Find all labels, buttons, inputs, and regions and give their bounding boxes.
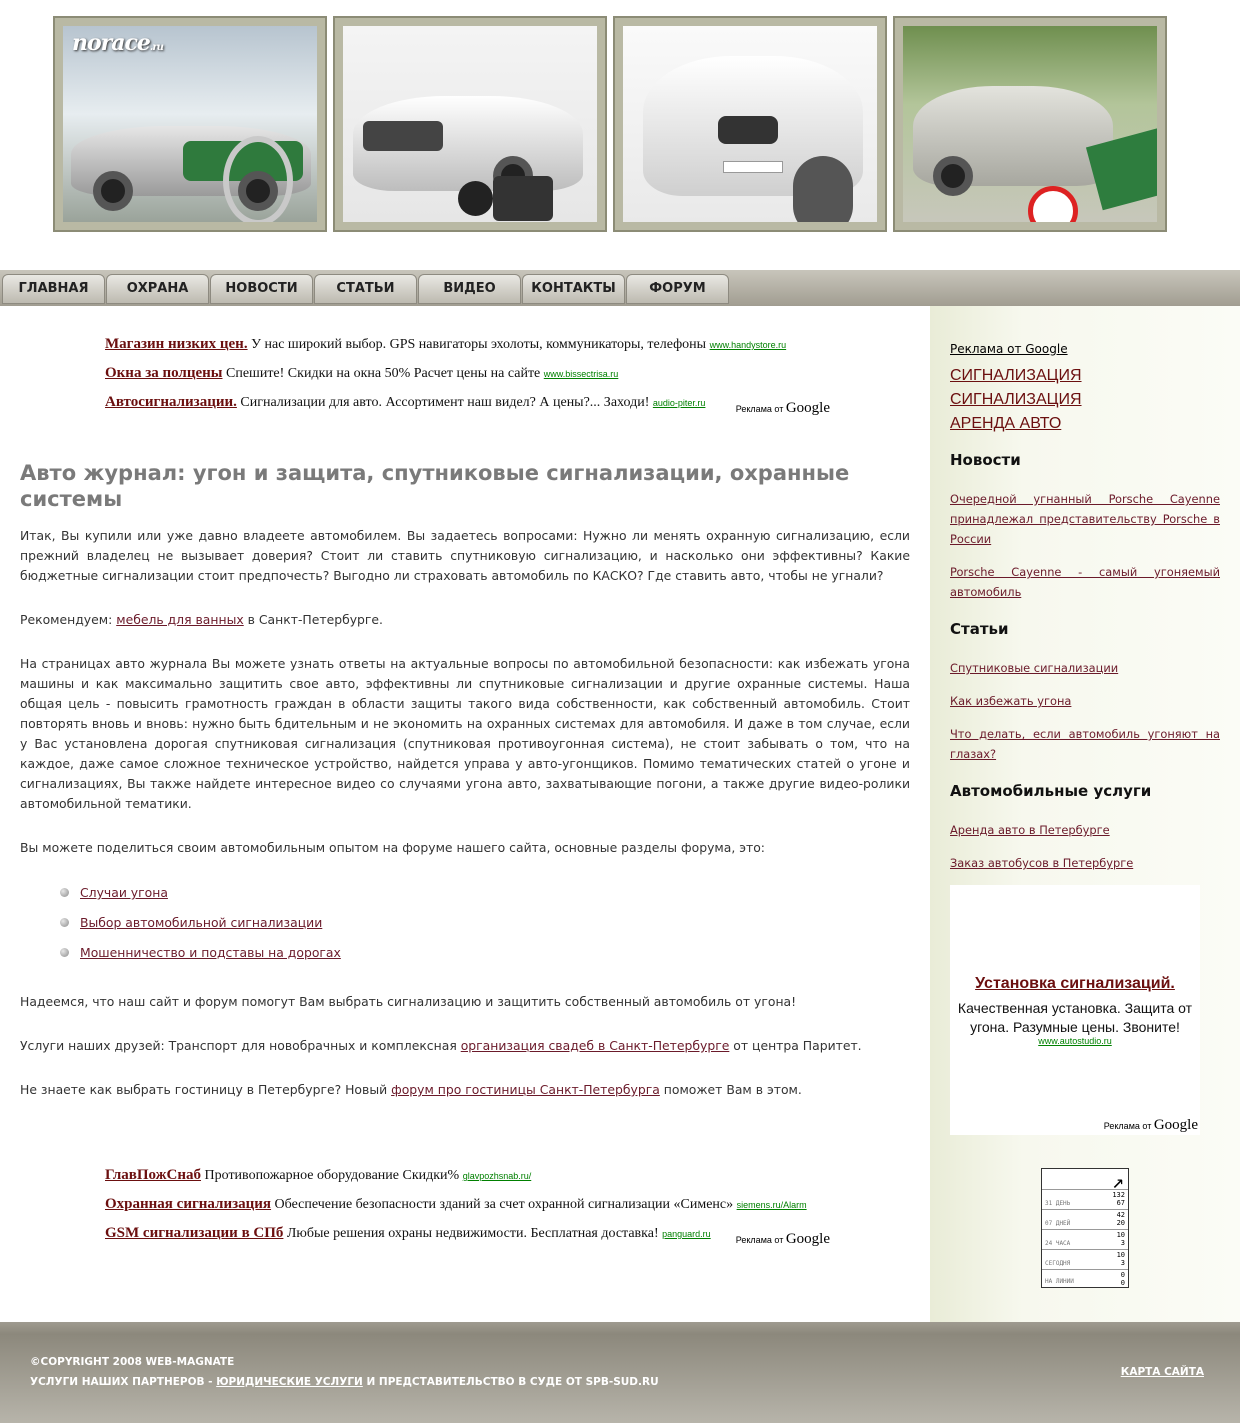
ad-text: Спешите! Скидки на окна 50% Расчет цены на сайте bbox=[222, 366, 544, 381]
sitemap-link[interactable]: КАРТА САЙТА bbox=[1120, 1366, 1204, 1378]
ad-title-link[interactable]: Магазин низких цен. bbox=[105, 336, 248, 352]
sidebar-article-link[interactable]: Спутниковые сигнализации bbox=[950, 661, 1119, 675]
ads-by-google-link[interactable]: Реклама от Google bbox=[1103, 1117, 1198, 1133]
ads-by-google-link[interactable]: Реклама от Google bbox=[735, 400, 830, 416]
intro-paragraph: Итак, Вы купили или уже давно владеете автомобилем. Вы задаетесь вопросами: Нужно ли менять охранную сигнализацию, если прежний владелец не вызывает доверия? Стоит ли ставить спутниковую сигнализацию, и насколько они эффективны? Какие бюджетные сигнализации стоит предпочесть? Выгодно ли страховать автомобиль по КАСКО? Где ставить авто, чтобы не угнали? bbox=[20, 528, 910, 583]
forum-intro-paragraph: Вы можете поделиться своим автомобильным опытом на форуме нашего сайта, основные разделы форума, это: bbox=[20, 840, 765, 855]
arrow-up-right-icon: ↗ bbox=[1111, 1169, 1124, 1193]
forum-sections-list bbox=[60, 878, 910, 968]
ad-text: Сигнализации для авто. Ассортимент наш видел? А цены?... Заходи! bbox=[236, 395, 653, 410]
ad-item bbox=[105, 1225, 830, 1254]
ad-title-link[interactable]: Окна за полцены bbox=[105, 365, 223, 381]
sidebar-ad-links bbox=[950, 364, 1220, 436]
ad-item bbox=[105, 365, 830, 394]
footer bbox=[0, 1322, 1240, 1423]
friends-paragraph: Услуги наших друзей: Транспорт для новобрачных и комплексная организация свадеб в Санкт-Петербурге от центра Паритет. bbox=[20, 1038, 862, 1053]
ad-text: Обеспечение безопасности зданий за счет охранной сигнализации «Сименс» bbox=[271, 1197, 737, 1212]
sidebar-services-title: Автомобильные услуги bbox=[950, 782, 1152, 800]
ad-title-link[interactable]: GSM сигнализации в СПб bbox=[105, 1225, 284, 1241]
sidebar-news-link[interactable]: Очередной угнанный Porsche Cayenne принадлежал представительству Porsche в России bbox=[950, 492, 1220, 546]
ad-url-link[interactable]: www.bissectrisa.ru bbox=[543, 369, 619, 379]
ad-title-link[interactable]: Охранная сигнализация bbox=[105, 1196, 272, 1212]
nav-item-security[interactable]: ОХРАНА bbox=[106, 274, 209, 304]
counter-row: 07 ДНЕЙ 42 20 bbox=[1042, 1209, 1128, 1229]
header-banner bbox=[0, 0, 1240, 270]
ad-item bbox=[105, 1196, 830, 1225]
ad-title-link[interactable]: Автосигнализации. bbox=[105, 394, 237, 410]
sidebar-ad-box bbox=[950, 885, 1200, 1135]
counter-row: 31 ДЕНЬ 132 67 bbox=[1042, 1189, 1128, 1209]
body-paragraph: На страницах авто журнала Вы можете узнать ответы на актуальные вопросы по автомобильной безопасности: как избежать угона машины и как максимально защитить свое авто, эффективны ли спутниковые сигнализации и другие охранные системы. Наша общая цель - повысить грамотность граждан в области защиты такого вида собственности, как собственный автомобиль. Стоит повторять вновь и вновь: нужно быть бдительным и не экономить на охранных системах для автомобиля. И даже в том случае, если у Вас установлена дорогая спутниковая сигнализация (спутниковая противоугонная система), не стоит забывать о том, что на каждое, даже самое сложное техническое устройство, найдется управа у авто-угонщиков. Помимо тематических статей о угоне и сигнализациях, Вы также найдете интересное видео со случаями угона авто, захватывающие погони, а также другие видео-ролики автомобильной тематики. bbox=[20, 656, 910, 811]
furniture-link[interactable]: мебель для ванных bbox=[116, 612, 244, 627]
banner-photo-porsche-cayenne bbox=[895, 18, 1165, 230]
ad-url-link[interactable]: glavpozhsnab.ru/ bbox=[462, 1171, 532, 1181]
counter-row: НА ЛИНИИ 0 0 bbox=[1042, 1269, 1128, 1287]
hotel-forum-link[interactable]: форум про гостиницы Санкт-Петербурга bbox=[391, 1082, 660, 1097]
sidebar-ad-text: Качественная установка. Защита от угона. Разумные цены. Звоните! bbox=[957, 1000, 1193, 1035]
hope-paragraph: Надеемся, что наш сайт и форум помогут Вам выбрать сигнализацию и защитить собственный автомобиль от угона! bbox=[20, 994, 797, 1009]
sidebar-ad-title-link[interactable]: Установка сигнализаций. bbox=[975, 975, 1175, 992]
ad-title-link[interactable]: ГлавПожСнаб bbox=[105, 1167, 202, 1183]
sidebar-ad-link-alarm[interactable]: СИГНАЛИЗАЦИЯ bbox=[950, 367, 1082, 384]
counter-row: СЕГОДНЯ 10 3 bbox=[1042, 1249, 1128, 1269]
main-content bbox=[20, 460, 910, 1124]
sidebar-ad-url-link[interactable]: www.autostudio.ru bbox=[1038, 1036, 1112, 1046]
nav-item-articles[interactable]: СТАТЬИ bbox=[314, 274, 417, 304]
recommend-paragraph: Рекомендуем: мебель для ванных в Санкт-Петербурге. bbox=[20, 612, 383, 627]
sidebar-service-link[interactable]: Заказ автобусов в Петербурге bbox=[950, 856, 1134, 870]
ad-url-link[interactable]: panguard.ru bbox=[662, 1229, 711, 1239]
ads-by-google-link[interactable]: Реклама от Google bbox=[735, 1231, 830, 1247]
sidebar-ad-link-alarm-2[interactable]: СИГНАЛИЗАЦИЯ bbox=[950, 391, 1082, 408]
sidebar-news-link[interactable]: Porsche Cayenne - самый угоняемый автомобиль bbox=[950, 565, 1220, 599]
sidebar-news-title: Новости bbox=[950, 451, 1021, 469]
sidebar-article-link[interactable]: Что делать, если автомобиль угоняют на глазах? bbox=[950, 727, 1220, 761]
nav-item-news[interactable]: НОВОСТИ bbox=[210, 274, 313, 304]
page-title: Авто журнал: угон и защита, спутниковые сигнализации, охранные системы bbox=[20, 461, 850, 511]
ad-item bbox=[105, 336, 830, 365]
ad-url-link[interactable]: audio-piter.ru bbox=[652, 398, 706, 408]
sidebar-article-link[interactable]: Как избежать угона bbox=[950, 694, 1072, 708]
wedding-link[interactable]: организация свадеб в Санкт-Петербурге bbox=[460, 1038, 730, 1053]
nav-item-video[interactable]: ВИДЕО bbox=[418, 274, 521, 304]
ad-url-link[interactable]: www.handystore.ru bbox=[709, 340, 787, 350]
ad-url-link[interactable]: siemens.ru/Alarm bbox=[736, 1200, 807, 1210]
nav-item-forum[interactable]: ФОРУМ bbox=[626, 274, 729, 304]
counter-row: 24 ЧАСА 10 3 bbox=[1042, 1229, 1128, 1249]
ad-text: У нас широкий выбор. GPS навигаторы эхолоты, коммуникаторы, телефоны bbox=[247, 337, 710, 352]
legal-services-link[interactable]: ЮРИДИЧЕСКИЕ УСЛУГИ bbox=[216, 1376, 363, 1388]
site-logo[interactable]: norace.ru bbox=[72, 30, 163, 56]
ad-item bbox=[105, 394, 830, 423]
visit-counter[interactable] bbox=[1041, 1168, 1129, 1288]
main-nav bbox=[0, 270, 1240, 306]
partners-text: УСЛУГИ НАШИХ ПАРТНЕРОВ - ЮРИДИЧЕСКИЕ УСЛУГИ И ПРЕДСТАВИТЕЛЬСТВО В СУДЕ ОТ SPB-SUD.RU bbox=[30, 1376, 659, 1388]
ad-item bbox=[105, 1167, 830, 1196]
ad-text: Противопожарное оборудование Скидки% bbox=[201, 1168, 463, 1183]
hotel-paragraph: Не знаете как выбрать гостиницу в Петербурге? Новый форум про гостиницы Санкт-Петербурга поможет Вам в этом. bbox=[20, 1082, 802, 1097]
sidebar-ad-link-rent[interactable]: АРЕНДА АВТО bbox=[950, 415, 1062, 432]
list-item bbox=[60, 908, 910, 938]
copyright-text: ©COPYRIGHT 2008 WEB-MAGNATE bbox=[30, 1356, 235, 1368]
banner-photo-bmw-remote bbox=[615, 18, 885, 230]
list-item bbox=[60, 878, 910, 908]
sidebar-service-link[interactable]: Аренда авто в Петербурге bbox=[950, 823, 1110, 837]
sidebar-articles-title: Статьи bbox=[950, 620, 1009, 638]
banner-photo-audi-alarm bbox=[335, 18, 605, 230]
sidebar-ads-label[interactable]: Реклама от Google bbox=[950, 342, 1068, 356]
forum-link-theft-cases[interactable]: Случаи угона bbox=[80, 885, 168, 900]
list-item bbox=[60, 938, 910, 968]
ad-text: Любые решения охраны недвижимости. Бесплатная доставка! bbox=[283, 1226, 663, 1241]
nav-item-contacts[interactable]: КОНТАКТЫ bbox=[522, 274, 625, 304]
top-ads-block bbox=[105, 336, 830, 423]
forum-link-road-fraud[interactable]: Мошенничество и подставы на дорогах bbox=[80, 945, 341, 960]
bottom-ads-block bbox=[105, 1167, 830, 1254]
forum-link-alarm-choice[interactable]: Выбор автомобильной сигнализации bbox=[80, 915, 323, 930]
nav-item-home[interactable]: ГЛАВНАЯ bbox=[2, 274, 105, 304]
